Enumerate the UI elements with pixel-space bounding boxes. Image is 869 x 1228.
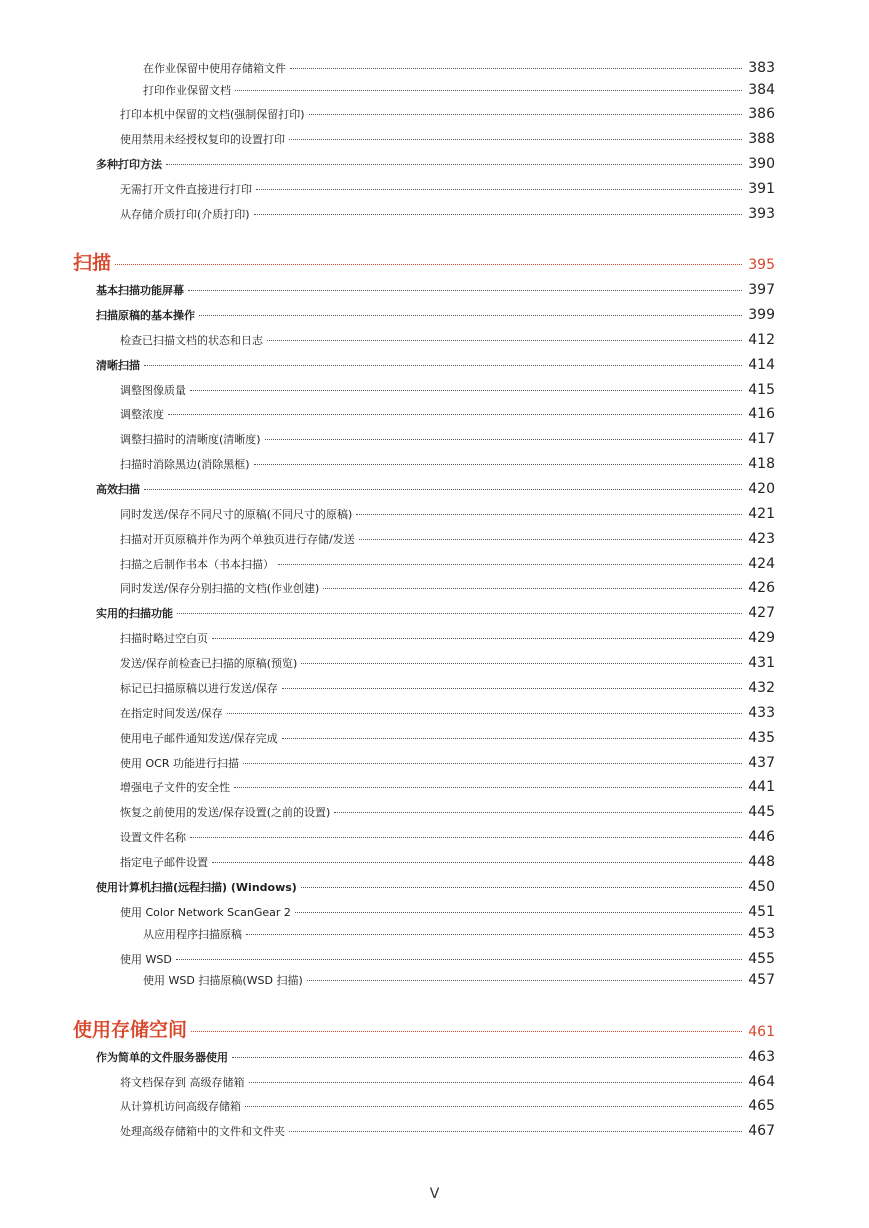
dot-leader xyxy=(212,862,742,863)
toc-entry-page: 465 xyxy=(748,1098,775,1114)
toc-entry[interactable] xyxy=(120,680,775,696)
dot-leader xyxy=(249,1082,743,1083)
toc-entry-title: 无需打开文件直接进行打印 xyxy=(120,183,252,196)
toc-entry-title: 指定电子邮件设置 xyxy=(120,856,208,869)
toc-entry-title: 增强电子文件的安全性 xyxy=(120,781,230,794)
toc-entry-page: 386 xyxy=(748,106,775,122)
toc-entry-page: 435 xyxy=(748,730,775,746)
dot-leader xyxy=(309,114,743,115)
toc-entry-page: 453 xyxy=(748,926,775,942)
toc-entry[interactable] xyxy=(120,556,775,572)
toc-entry-title: 扫描之后制作书本（书本扫描） xyxy=(120,558,274,571)
dot-leader xyxy=(246,934,742,935)
toc-entry-page: 457 xyxy=(748,972,775,988)
toc-entry[interactable] xyxy=(120,1074,775,1090)
toc-entry-page: 451 xyxy=(748,904,775,920)
toc-entry-page: 399 xyxy=(748,307,775,323)
toc-entry-title: 作为简单的文件服务器使用 xyxy=(96,1051,228,1064)
toc-entry-page: 431 xyxy=(748,655,775,671)
dot-leader xyxy=(245,1106,742,1107)
toc-entry-title: 基本扫描功能屏幕 xyxy=(96,284,184,297)
toc-entry-title: 使用 OCR 功能进行扫描 xyxy=(120,757,239,770)
toc-entry-page: 415 xyxy=(748,382,775,398)
dot-leader xyxy=(334,812,742,813)
dot-leader xyxy=(227,713,743,714)
toc-entry-title: 调整图像质量 xyxy=(120,384,186,397)
toc-entry-page: 446 xyxy=(748,829,775,845)
toc-entry-page: 418 xyxy=(748,456,775,472)
dot-leader xyxy=(289,1131,742,1132)
toc-entry-title: 扫描时略过空白页 xyxy=(120,632,208,645)
dot-leader xyxy=(265,439,743,440)
toc-entry[interactable] xyxy=(120,705,775,721)
toc-entry[interactable] xyxy=(120,406,775,422)
dot-leader xyxy=(190,390,742,391)
dot-leader xyxy=(190,837,742,838)
toc-entry-title: 检查已扫描文档的状态和日志 xyxy=(120,334,263,347)
toc-entry-title: 使用存储空间 xyxy=(73,1019,188,1041)
dot-leader xyxy=(232,1057,742,1058)
dot-leader xyxy=(307,980,743,981)
dot-leader xyxy=(188,290,742,291)
toc-entry[interactable] xyxy=(96,357,775,373)
toc-entry-title: 在作业保留中使用存储箱文件 xyxy=(143,62,286,75)
toc-entry-page: 426 xyxy=(748,580,775,596)
toc-entry-page: 450 xyxy=(748,879,775,895)
toc-entry[interactable] xyxy=(120,730,775,746)
toc-entry-title: 标记已扫描原稿以进行发送/保存 xyxy=(120,682,278,695)
toc-entry-page: 391 xyxy=(748,181,775,197)
toc-entry-title: 调整浓度 xyxy=(120,408,164,421)
dot-leader xyxy=(282,688,743,689)
toc-entry-title: 处理高级存储箱中的文件和文件夹 xyxy=(120,1125,285,1138)
toc-entry-title: 高效扫描 xyxy=(96,483,140,496)
toc-entry-page: 463 xyxy=(748,1049,775,1065)
dot-leader xyxy=(254,464,743,465)
toc-entry[interactable] xyxy=(120,804,775,820)
toc-entry-page: 464 xyxy=(748,1074,775,1090)
toc-entry-page: 423 xyxy=(748,531,775,547)
toc-entry-page: 433 xyxy=(748,705,775,721)
dot-leader xyxy=(289,139,742,140)
toc-entry-page: 467 xyxy=(748,1123,775,1139)
toc-entry-title: 打印本机中保留的文档(强制保留打印) xyxy=(120,108,305,121)
toc-entry-title: 将文档保存到 高级存储箱 xyxy=(120,1076,245,1089)
toc-entry-page: 416 xyxy=(748,406,775,422)
dot-leader xyxy=(168,414,742,415)
toc-entry[interactable] xyxy=(120,106,775,122)
toc-chapter[interactable] xyxy=(73,248,775,275)
toc-entry[interactable] xyxy=(96,1049,775,1065)
toc-entry[interactable] xyxy=(120,580,775,596)
toc-entry[interactable] xyxy=(143,82,775,98)
toc-entry-title: 在指定时间发送/保存 xyxy=(120,707,223,720)
toc-entry[interactable] xyxy=(120,829,775,845)
toc-entry[interactable] xyxy=(120,131,775,147)
dot-leader xyxy=(166,164,742,165)
toc-entry-page: 429 xyxy=(748,630,775,646)
toc-entry[interactable] xyxy=(120,206,775,222)
toc-entry-title: 从计算机访问高级存储箱 xyxy=(120,1100,241,1113)
toc-entry[interactable] xyxy=(143,972,775,988)
toc-entry-title: 扫描时消除黑边(消除黑框) xyxy=(120,458,250,471)
toc-entry[interactable] xyxy=(120,431,775,447)
page-number: V xyxy=(429,1186,440,1202)
dot-leader xyxy=(301,887,742,888)
dot-leader xyxy=(199,315,742,316)
toc-entry-page: 395 xyxy=(748,257,775,273)
toc-entry-page: 441 xyxy=(748,779,775,795)
toc-entry-title: 扫描 xyxy=(73,252,112,274)
dot-leader xyxy=(177,613,742,614)
dot-leader xyxy=(212,638,742,639)
toc-entry[interactable] xyxy=(120,506,775,522)
toc-entry[interactable] xyxy=(120,630,775,646)
toc-entry-title: 调整扫描时的清晰度(清晰度) xyxy=(120,433,261,446)
toc-entry-page: 448 xyxy=(748,854,775,870)
toc-entry-title: 使用 WSD xyxy=(120,953,172,966)
toc-entry-title: 发送/保存前检查已扫描的原稿(预览) xyxy=(120,657,298,670)
toc-entry-page: 421 xyxy=(748,506,775,522)
toc-chapter[interactable] xyxy=(73,1015,775,1042)
dot-leader xyxy=(256,189,742,190)
toc-entry[interactable] xyxy=(120,181,775,197)
toc-entry-page: 388 xyxy=(748,131,775,147)
toc-entry-page: 437 xyxy=(748,755,775,771)
toc-entry[interactable] xyxy=(120,382,775,398)
toc-entry-page: 390 xyxy=(748,156,775,172)
toc-entry[interactable] xyxy=(120,1098,775,1114)
toc-entry[interactable] xyxy=(120,531,775,547)
toc-entry-title: 多种打印方法 xyxy=(96,158,162,171)
dot-leader xyxy=(191,1031,742,1032)
toc-entry-page: 393 xyxy=(748,206,775,222)
toc-entry-page: 420 xyxy=(748,481,775,497)
dot-leader xyxy=(254,214,743,215)
toc-entry-title: 打印作业保留文档 xyxy=(143,84,231,97)
toc-entry-title: 恢复之前使用的发送/保存设置(之前的设置) xyxy=(120,806,331,819)
toc-entry-title: 清晰扫描 xyxy=(96,359,140,372)
dot-leader xyxy=(267,340,742,341)
toc-entry[interactable] xyxy=(143,60,775,76)
toc-entry-page: 461 xyxy=(748,1024,775,1040)
toc-entry-page: 414 xyxy=(748,357,775,373)
toc-entry[interactable] xyxy=(96,605,775,621)
dot-leader xyxy=(323,588,742,589)
toc-entry-title: 同时发送/保存分别扫描的文档(作业创建) xyxy=(120,582,320,595)
toc-entry-title: 实用的扫描功能 xyxy=(96,607,173,620)
toc-entry-page: 412 xyxy=(748,332,775,348)
toc-entry[interactable] xyxy=(120,755,775,771)
toc-entry[interactable] xyxy=(120,904,775,920)
toc-entry-title: 从应用程序扫描原稿 xyxy=(143,928,242,941)
dot-leader xyxy=(243,763,742,764)
dot-leader xyxy=(176,959,742,960)
dot-leader xyxy=(115,264,742,265)
toc-entry[interactable] xyxy=(120,655,775,671)
toc-entry[interactable] xyxy=(96,879,775,895)
toc-entry-title: 设置文件名称 xyxy=(120,831,186,844)
toc-entry[interactable] xyxy=(96,307,775,323)
toc-entry-page: 432 xyxy=(748,680,775,696)
toc-entry-page: 383 xyxy=(748,60,775,76)
toc-entry-page: 445 xyxy=(748,804,775,820)
toc-entry[interactable] xyxy=(120,332,775,348)
toc-entry[interactable] xyxy=(120,1123,775,1139)
toc-entry-title: 扫描对开页原稿并作为两个单独页进行存储/发送 xyxy=(120,533,355,546)
toc-entry-page: 424 xyxy=(748,556,775,572)
toc-entry[interactable] xyxy=(96,156,775,172)
dot-leader xyxy=(359,539,743,540)
dot-leader xyxy=(144,365,742,366)
toc-entry-title: 从存储介质打印(介质打印) xyxy=(120,208,250,221)
toc-entry-title: 使用 WSD 扫描原稿(WSD 扫描) xyxy=(143,974,303,987)
toc-entry-page: 384 xyxy=(748,82,775,98)
toc-entry-page: 397 xyxy=(748,282,775,298)
toc-entry[interactable] xyxy=(120,456,775,472)
toc-entry-page: 417 xyxy=(748,431,775,447)
dot-leader xyxy=(290,68,742,69)
dot-leader xyxy=(356,514,742,515)
toc-entry-title: 使用禁用未经授权复印的设置打印 xyxy=(120,133,285,146)
toc-entry-title: 使用计算机扫描(远程扫描) (Windows) xyxy=(96,881,297,894)
toc-entry[interactable] xyxy=(120,951,775,967)
dot-leader xyxy=(282,738,743,739)
toc-entry[interactable] xyxy=(120,854,775,870)
toc-entry[interactable] xyxy=(96,282,775,298)
toc-entry-page: 427 xyxy=(748,605,775,621)
dot-leader xyxy=(235,90,742,91)
dot-leader xyxy=(278,564,742,565)
dot-leader xyxy=(295,912,742,913)
toc-entry-title: 同时发送/保存不同尺寸的原稿(不同尺寸的原稿) xyxy=(120,508,353,521)
dot-leader xyxy=(234,787,742,788)
toc-entry-page: 455 xyxy=(748,951,775,967)
toc-entry-title: 使用 Color Network ScanGear 2 xyxy=(120,906,291,919)
toc-entry-title: 扫描原稿的基本操作 xyxy=(96,309,195,322)
dot-leader xyxy=(144,489,742,490)
toc-entry[interactable] xyxy=(120,779,775,795)
toc-entry[interactable] xyxy=(143,926,775,942)
dot-leader xyxy=(301,663,742,664)
toc-entry-title: 使用电子邮件通知发送/保存完成 xyxy=(120,732,278,745)
toc-entry[interactable] xyxy=(96,481,775,497)
